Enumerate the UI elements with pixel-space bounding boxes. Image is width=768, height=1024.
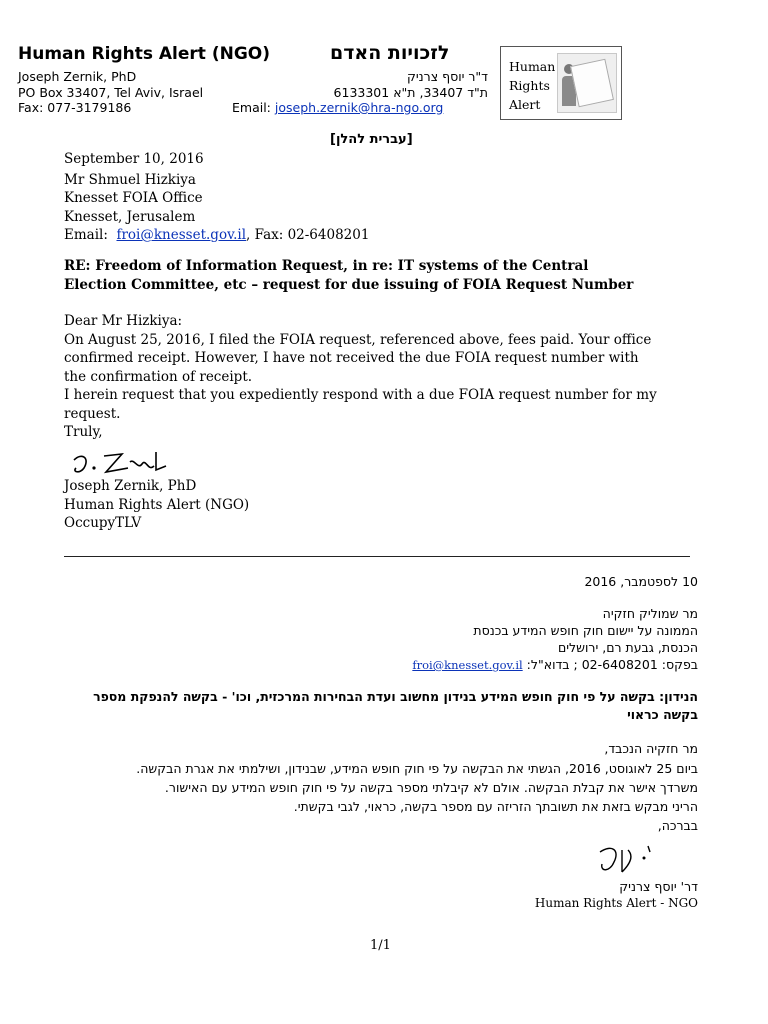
hebrew-salutation: מר חזקיה הנכבד, — [604, 741, 698, 756]
hebrew-recipient-contact — [412, 656, 698, 675]
hebrew-subject: הנידון: בקשה על פי חוק חופש המידע בנידון מחשוב ועדת הבחירות המרכזית, וכו' - בקשה להנפקת מספר בקשה כראוי — [93, 689, 698, 722]
hebrew-fax-email-prefix: בפקס: 02-6408201 ; בדוא"ל: — [522, 657, 698, 672]
signature-block — [64, 477, 684, 533]
hebrew-email-link[interactable]: froi@knesset.gov.il — [412, 658, 523, 672]
hebrew-body-line: הריני מבקש בזאת את תשובתך הזריזה עם מספר בקשה, כראוי, לגבי בקשתי. — [293, 799, 698, 814]
hebrew-signer-org: Human Rights Alert - NGO — [534, 896, 698, 910]
letter-closing: Truly, — [64, 424, 103, 440]
signer-name: Joseph Zernik, PhD — [64, 478, 197, 494]
letterhead-person: Joseph Zernik, PhD — [18, 69, 137, 84]
hebrew-recipient-location: הכנסת, גבעת רם, ירושלים — [557, 640, 698, 655]
letterhead-email-label: Email: — [232, 100, 271, 115]
letter-subject: RE: Freedom of Information Request, in re: IT systems of the Central Election Committee, etc – request for due issuing of FOIA Request Number — [64, 258, 634, 293]
page-number: 1/1 — [370, 938, 391, 953]
org-name: Human Rights Alert (NGO) — [18, 44, 271, 64]
recipient-email-link[interactable]: froi@knesset.gov.il — [116, 227, 247, 243]
letter-date: September 10, 2016 — [64, 151, 204, 167]
hebrew-body-line: ביום 25 לאוגוסט, 2016, הגשתי את הבקשה על פי חוק חופש המידע, שבנידון, ושילמתי את אגרת הבקשה. — [136, 761, 698, 776]
signature-hebrew — [594, 842, 656, 878]
recipient-office: Knesset FOIA Office — [64, 190, 203, 206]
hebrew-body-line: משרדך אישר את קבלת הבקשה. אולם לא קיבלתי מספר בקשה על פי חוק חופש המידע עם האישור. — [164, 780, 698, 795]
letterhead-email — [232, 100, 443, 115]
letter-paragraph: I herein request that you expediently respond with a due FOIA request number for my request. — [64, 387, 657, 422]
hebrew-date: 10 לספטמבר, 2016 — [584, 574, 698, 589]
recipient-contact — [64, 226, 684, 245]
hebrew-closing: בברכה, — [657, 818, 698, 833]
hebrew-recipient-office: הממונה על יישום חוק חופש המידע בכנסת — [473, 623, 698, 638]
letterhead-fax: Fax: 077-3179186 — [18, 100, 132, 115]
recipient-email-label: Email: — [64, 227, 108, 243]
org-logo — [500, 46, 622, 120]
recipient-location: Knesset, Jerusalem — [64, 208, 196, 225]
hebrew-signer-name: דר' יוסף צרניק — [619, 879, 698, 894]
section-divider — [64, 556, 690, 557]
hebrew-recipient-name: מר שמוליק חזקיה — [602, 606, 698, 621]
english-letter — [64, 150, 684, 245]
hebrew-below-note: [עברית להלן] — [330, 132, 413, 147]
signer-org: Human Rights Alert (NGO) — [64, 496, 250, 513]
logo-text-line: Human — [509, 59, 556, 74]
letterhead-address: PO Box 33407, Tel Aviv, Israel — [18, 85, 204, 100]
logo-text-line: Rights — [509, 78, 550, 93]
logo-photo — [557, 53, 617, 113]
letter-paragraph: On August 25, 2016, I filed the FOIA request, referenced above, fees paid. Your office confirmed receipt. However, I have not received the due FOIA request number with the confirmation of receipt. — [64, 331, 652, 385]
letterhead-address-hebrew: ת"ד 33407, ת"א 6133301 — [333, 85, 488, 100]
recipient-fax: , Fax: 02-6408201 — [246, 227, 370, 243]
logo-text-line: Alert — [509, 97, 541, 112]
signer-affiliation: OccupyTLV — [64, 515, 142, 531]
letterhead-person-hebrew: ד"ר יוסף צרניק — [406, 69, 488, 84]
letter-body — [64, 312, 664, 442]
letterhead-email-link[interactable]: joseph.zernik@hra-ngo.org — [274, 100, 444, 115]
signature-english — [68, 448, 172, 478]
org-name-hebrew: לזכויות האדם — [330, 42, 450, 64]
letter-salutation: Dear Mr Hizkiya: — [64, 313, 183, 329]
recipient-name: Mr Shmuel Hizkiya — [64, 171, 196, 188]
